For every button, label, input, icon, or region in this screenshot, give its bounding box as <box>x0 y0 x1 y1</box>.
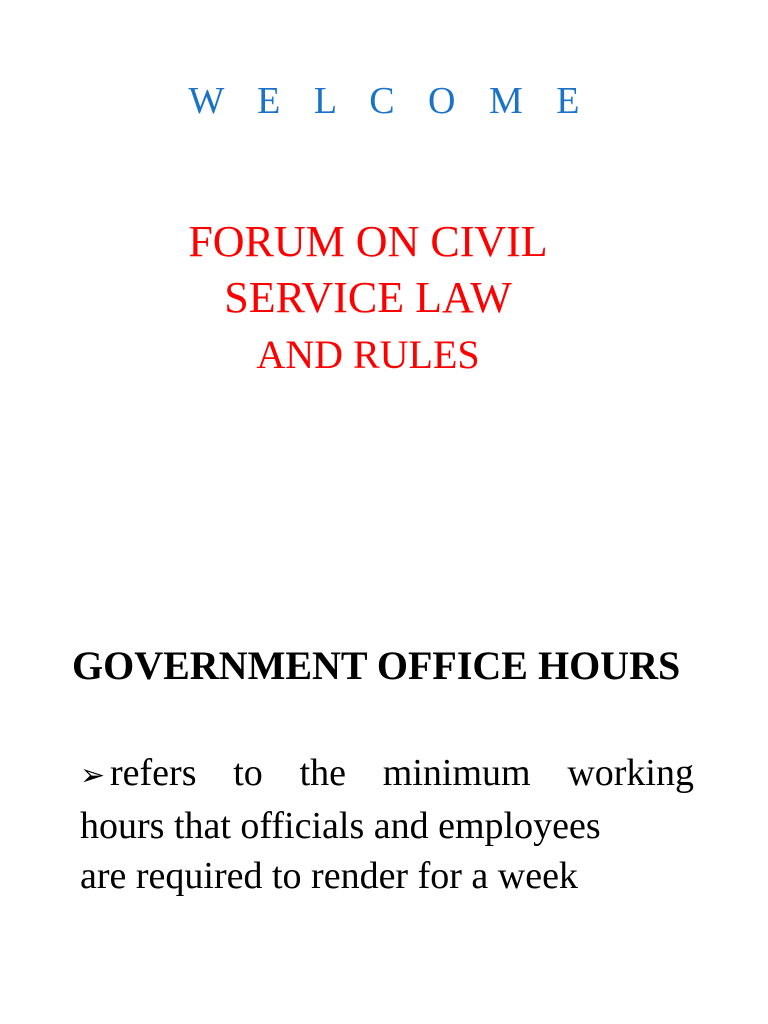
forum-title-line-2: SERVICE LAW <box>224 273 512 322</box>
arrow-bullet-icon: ➢ <box>80 758 106 793</box>
forum-title-line-3: AND RULES <box>256 332 480 377</box>
bullet-text-line-1: refers to the minimum working <box>110 752 694 794</box>
bullet-item <box>80 748 694 901</box>
forum-title <box>0 214 736 384</box>
bullet-first-line <box>80 748 694 801</box>
bullet-text-line-3: are required to render for a week <box>80 855 578 897</box>
section-heading: GOVERNMENT OFFICE HOURS <box>72 643 681 688</box>
bullet-text-line-2: hours that officials and employees <box>80 805 601 847</box>
forum-title-line-1: FORUM ON CIVIL <box>188 217 548 266</box>
welcome-heading: W E L C O M E <box>188 80 592 122</box>
